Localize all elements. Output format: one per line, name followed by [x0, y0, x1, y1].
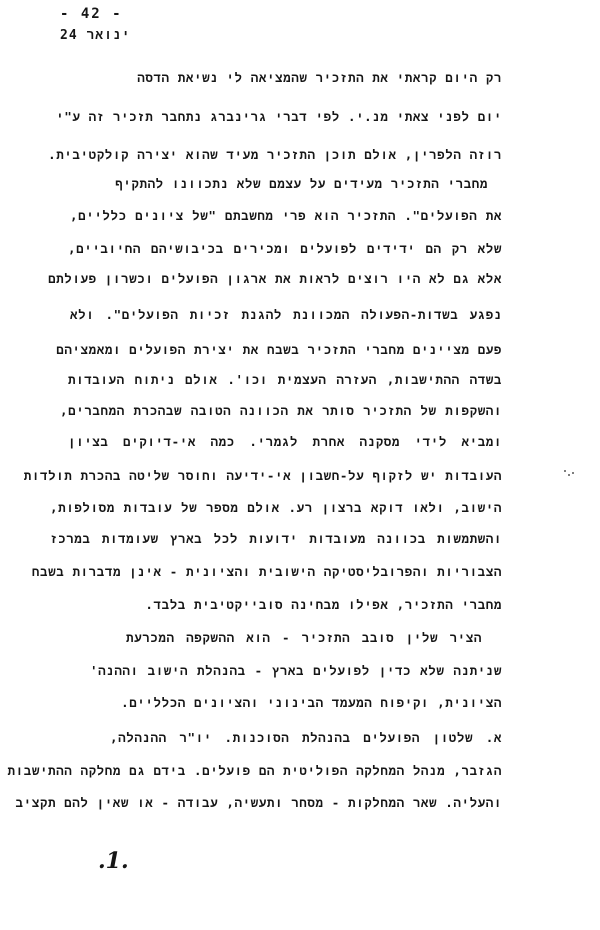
- text-line: והעליה. שאר המחלקות - מסחר ותעשיה, עבודה - או שאין להם תקציב: [15, 795, 502, 810]
- text-line: הגזבר, מנהל המחלקה הפוליטית הם פועלים. בידם גם מחלקה ההתישבות: [7, 763, 502, 778]
- text-line: שניתנה שלא כדין לפועלים בארץ - בהנהלת הישוב וההנה': [90, 663, 502, 678]
- text-line: בשדה ההתישבות, העזרה העצמית וכו'. אולם ניתוח העובדות: [68, 372, 502, 387]
- text-line: שלא רק הם ידידים לפועלים ומכירים בכיבושיהם החיוביים,: [68, 241, 502, 256]
- document-date: 24 ינואר: [60, 28, 131, 43]
- text-line: אלא גם לא היו רוצים לראות את ארגון הפועלים וכשרון פעולתם: [48, 271, 502, 286]
- text-line: א. שלטון הפועלים בהנהלת הסוכנות. יו"ר ההנהלה,: [110, 730, 502, 745]
- text-line: רוזה הלפרין, אולם תוכן התזכיר מעיד שהוא יצירה קולקטיבית.: [48, 147, 502, 162]
- text-line: והשתמשות בכוונה מעובדות ידועות לכל בארץ שעומדות במרכז: [50, 531, 502, 546]
- text-line: מחברי התזכיר, אפילו מבחינה סובייקטיבית בלבד.: [145, 597, 502, 612]
- page-number: - 42 -: [60, 6, 123, 22]
- text-line: יום לפני צאתי מנ.י. לפי דברי גרינברג נתחבר תזכיר זה ע"י: [56, 109, 502, 124]
- text-line: העובדות יש לזקוף על-חשבון אי-ידיעה וחוסר שליטה בהכרת תולדות: [23, 468, 502, 483]
- text-line: הציונית, וקיפוח המעמד הבינוני והציונים הכלליים.: [121, 695, 502, 710]
- margin-mark: [563, 468, 577, 480]
- text-line: פעם מציינים מחברי התזכיר בשבח את יצירת הפועלים ומאמציהם: [56, 342, 502, 357]
- text-line: הצבוריות והפרובליסטיקה הישובית והציונית - אינן מדברות בשבח: [31, 564, 502, 579]
- text-line: נפגע בשדות-הפעולה המכוונת להגנת זכיות הפועלים". ולא: [70, 307, 502, 322]
- footer-mark: .1.: [98, 848, 129, 874]
- text-line: והשקפות של התזכיר סותר את הכוונה הטובה שבהכרת המחברים,: [60, 403, 502, 418]
- text-line: רק היום קראתי את התזכיר שהמציאה לי נשיאת הדסה: [137, 70, 502, 85]
- text-line: הישוב, ולאו דוקא ברצון רע. אולם מספר של עובדות מסולפות,: [50, 500, 502, 515]
- text-line: את הפועלים". התזכיר הוא פרי מחשבתם "של ציונים כלליים,: [70, 208, 502, 223]
- text-line: הציר שלין סובב התזכיר - הוא ההשקפה המכרעת: [126, 630, 482, 645]
- text-line: מחברי התזכיר מעידים על עצמם שלא נתכוונו להתקיף: [115, 176, 488, 191]
- text-line: ומביא לידי מסקנה אחרת לגמרי. כמה אי-דיוקים בציון: [68, 434, 502, 449]
